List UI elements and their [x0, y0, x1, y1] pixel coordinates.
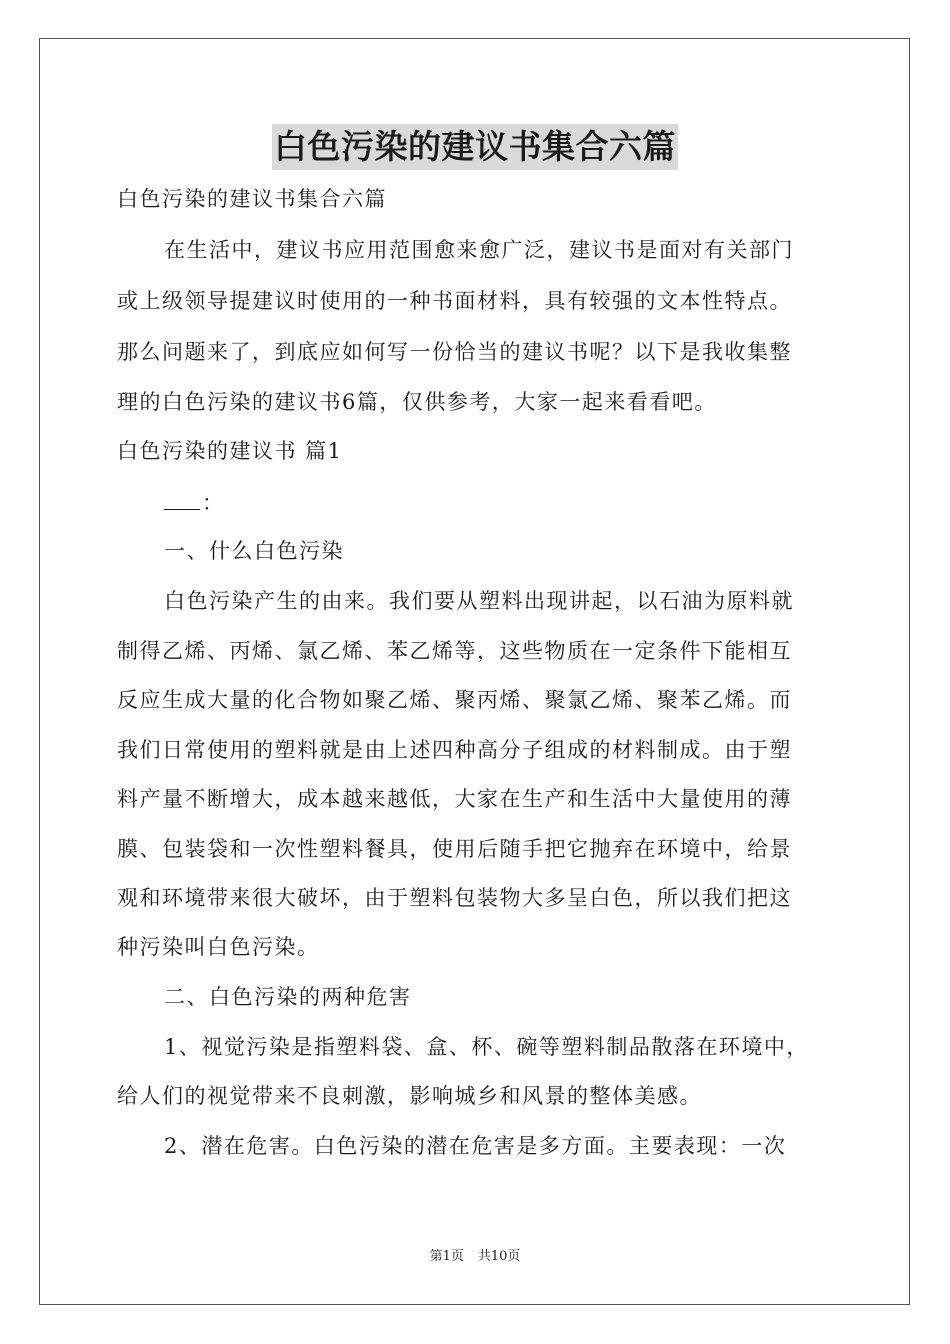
paragraph-line: 我们日常使用的塑料就是由上述四种高分子组成的材料制成。由于塑 [117, 738, 792, 762]
title-container [0, 124, 950, 170]
paragraph-line: 理的白色污染的建议书6篇，仅供参考，大家一起来看看吧。 [117, 390, 717, 414]
paragraph-line: 2、潜在危害。白色污染的潜在危害是多方面。主要表现：一次 [164, 1134, 787, 1158]
page-number-total: 共10页 [477, 1249, 521, 1264]
paragraph-line: 料产量不断增大，成本越来越低，大家在生产和生活中大量使用的薄 [117, 787, 792, 811]
document-title: 白色污染的建议书集合六篇 [272, 124, 678, 170]
subheading-line: 一、什么白色污染 [164, 539, 344, 563]
subheading-line: 二、白色污染的两种危害 [164, 985, 412, 1009]
page-number-current: 第1页 [429, 1249, 464, 1264]
paragraph-line: 或上级领导提建议时使用的一种书面材料，具有较强的文本性特点。 [117, 289, 792, 313]
paragraph-line: 种污染叫白色污染。 [117, 935, 320, 959]
paragraph-line: 观和环境带来很大破坏，由于塑料包装物大多呈白色，所以我们把这 [117, 886, 792, 910]
paragraph-line: 反应生成大量的化合物如聚乙烯、聚丙烯、聚氯乙烯、聚苯乙烯。而 [117, 688, 792, 712]
paragraph-line: 那么问题来了，到底应如何写一份恰当的建议书呢？以下是我收集整 [117, 340, 792, 364]
page-border [39, 38, 910, 1305]
section-heading: 白色污染的建议书 篇1 [117, 439, 343, 463]
paragraph-line: 给人们的视觉带来不良刺激，影响城乡和风景的整体美感。 [117, 1084, 702, 1108]
paragraph-line: 膜、包装袋和一次性塑料餐具，使用后随手把它抛弃在环境中，给景 [117, 837, 792, 861]
salutation-line [164, 487, 225, 518]
paragraph-line: 白色污染产生的由来。我们要从塑料出现讲起，以石油为原料就 [164, 589, 794, 613]
blank-underline [164, 487, 200, 510]
paragraph-line: 1、视觉污染是指塑料袋、盒、杯、碗等塑料制品散落在环境中， [164, 1035, 809, 1059]
salutation-colon: ： [202, 491, 225, 515]
paragraph-line: 在生活中，建议书应用范围愈来愈广泛，建议书是面对有关部门 [164, 238, 794, 262]
paragraph-line: 制得乙烯、丙烯、氯乙烯、苯乙烯等，这些物质在一定条件下能相互 [117, 639, 792, 663]
subtitle-line: 白色污染的建议书集合六篇 [117, 187, 387, 211]
page-footer [0, 1248, 950, 1266]
